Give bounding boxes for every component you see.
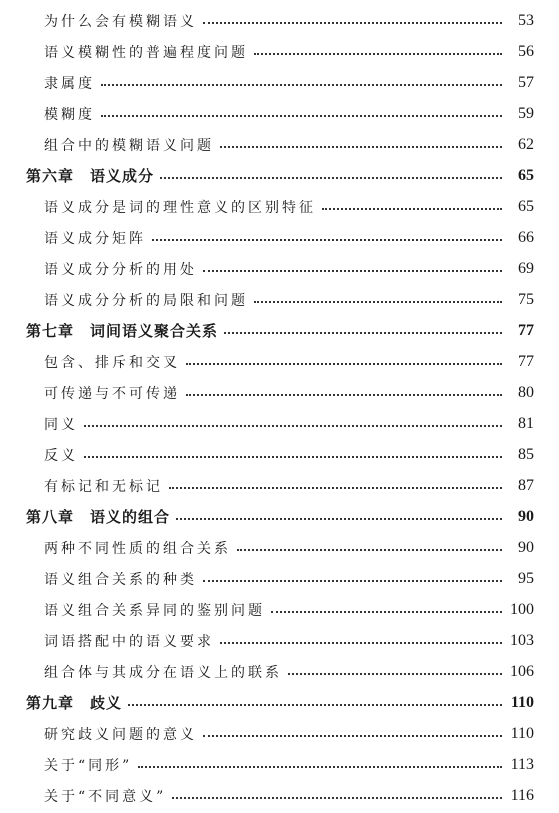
page-number: 110 — [510, 693, 534, 711]
chapter-title — [26, 320, 218, 341]
toc-section-row — [0, 129, 559, 160]
dot-leader — [237, 549, 502, 551]
section-title: 隶属度 — [44, 75, 95, 92]
section-title: 语义组合关系的种类 — [44, 571, 197, 588]
section-title: 反义 — [44, 447, 78, 464]
page-number: 80 — [518, 383, 534, 401]
chapter-title — [26, 692, 122, 713]
toc-section-row — [0, 408, 559, 439]
page-number: 66 — [518, 228, 534, 246]
dot-leader — [271, 611, 502, 613]
page-number: 85 — [518, 445, 534, 463]
page-number: 53 — [518, 11, 534, 29]
chapter-title-text: 语义成分 — [90, 167, 155, 185]
toc-chapter-row — [0, 160, 559, 191]
page-number: 116 — [510, 786, 534, 804]
toc-chapter-row — [0, 687, 559, 718]
section-title: 模糊度 — [44, 106, 95, 123]
toc-section-row — [0, 253, 559, 284]
toc-section-row — [0, 346, 559, 377]
toc-section-row — [0, 67, 559, 98]
dot-leader — [84, 425, 502, 427]
page-number: 77 — [518, 352, 534, 370]
section-title: 组合中的模糊语义问题 — [44, 137, 214, 154]
page-number: 81 — [518, 414, 534, 432]
section-title: 包含、排斥和交叉 — [44, 354, 180, 371]
dot-leader — [84, 456, 502, 458]
page-number: 87 — [518, 476, 534, 494]
chapter-title-text: 歧义 — [90, 694, 123, 712]
section-title: 两种不同性质的组合关系 — [44, 540, 231, 557]
page-number: 62 — [518, 135, 534, 153]
section-title: 组合体与其成分在语义上的联系 — [44, 664, 282, 681]
toc-section-row — [0, 5, 559, 36]
section-title: 词语搭配中的语义要求 — [44, 633, 214, 650]
toc-section-row — [0, 439, 559, 470]
dot-leader — [138, 766, 502, 768]
toc-section-row — [0, 532, 559, 563]
dot-leader — [203, 270, 502, 272]
page-number: 100 — [510, 600, 534, 618]
dot-leader — [254, 301, 502, 303]
toc-section-row — [0, 625, 559, 656]
page-number: 95 — [518, 569, 534, 587]
page-number: 75 — [518, 290, 534, 308]
section-title: 语义成分分析的局限和问题 — [44, 292, 248, 309]
page-number: 56 — [518, 42, 534, 60]
dot-leader — [322, 208, 502, 210]
dot-leader — [288, 673, 502, 675]
page-number: 65 — [518, 197, 534, 215]
section-title: 语义成分分析的用处 — [44, 261, 197, 278]
table-of-contents — [0, 5, 559, 811]
dot-leader — [152, 239, 502, 241]
toc-section-row — [0, 718, 559, 749]
page-number: 103 — [510, 631, 534, 649]
dot-leader — [160, 177, 502, 179]
toc-section-row — [0, 284, 559, 315]
toc-section-row — [0, 470, 559, 501]
toc-section-row — [0, 563, 559, 594]
section-title: 为什么会有模糊语义 — [44, 13, 197, 30]
page-number: 57 — [518, 73, 534, 91]
dot-leader — [128, 704, 502, 706]
page-number: 113 — [510, 755, 534, 773]
chapter-number: 第九章 — [26, 694, 75, 712]
toc-section-row — [0, 222, 559, 253]
toc-section-row — [0, 36, 559, 67]
dot-leader — [203, 580, 502, 582]
page-number: 106 — [510, 662, 534, 680]
dot-leader — [254, 53, 502, 55]
section-title: 可传递与不可传递 — [44, 385, 180, 402]
toc-section-row — [0, 191, 559, 222]
chapter-number: 第七章 — [26, 322, 75, 340]
section-title: 有标记和无标记 — [44, 478, 163, 495]
page-number: 59 — [518, 104, 534, 122]
page-number: 69 — [518, 259, 534, 277]
dot-leader — [220, 642, 502, 644]
dot-leader — [224, 332, 502, 334]
dot-leader — [101, 84, 502, 86]
section-title: 关于“不同意义” — [44, 788, 167, 805]
dot-leader — [186, 363, 502, 365]
dot-leader — [101, 115, 502, 117]
toc-section-row — [0, 98, 559, 129]
chapter-title-text: 语义的组合 — [90, 508, 171, 526]
section-title: 同义 — [44, 416, 78, 433]
page-number: 77 — [518, 321, 534, 339]
toc-section-row — [0, 594, 559, 625]
section-title: 语义成分矩阵 — [44, 230, 146, 247]
chapter-number: 第六章 — [26, 167, 75, 185]
chapter-title-text: 词间语义聚合关系 — [90, 322, 219, 340]
dot-leader — [203, 735, 502, 737]
dot-leader — [220, 146, 502, 148]
page-number: 65 — [518, 166, 534, 184]
page-number: 90 — [518, 507, 534, 525]
section-title: 语义组合关系异同的鉴别问题 — [44, 602, 265, 619]
toc-section-row — [0, 749, 559, 780]
toc-section-row — [0, 780, 559, 811]
dot-leader — [169, 487, 502, 489]
toc-chapter-row — [0, 501, 559, 532]
dot-leader — [172, 797, 502, 799]
section-title: 研究歧义问题的意义 — [44, 726, 197, 743]
section-title: 关于“同形” — [44, 757, 133, 774]
dot-leader — [176, 518, 502, 520]
chapter-title — [26, 165, 154, 186]
toc-section-row — [0, 377, 559, 408]
chapter-title — [26, 506, 170, 527]
dot-leader — [203, 22, 502, 24]
section-title: 语义成分是词的理性意义的区别特征 — [44, 199, 316, 216]
toc-chapter-row — [0, 315, 559, 346]
page-number: 90 — [518, 538, 534, 556]
page-number: 110 — [510, 724, 534, 742]
dot-leader — [186, 394, 502, 396]
section-title: 语义模糊性的普遍程度问题 — [44, 44, 248, 61]
chapter-number: 第八章 — [26, 508, 75, 526]
toc-section-row — [0, 656, 559, 687]
